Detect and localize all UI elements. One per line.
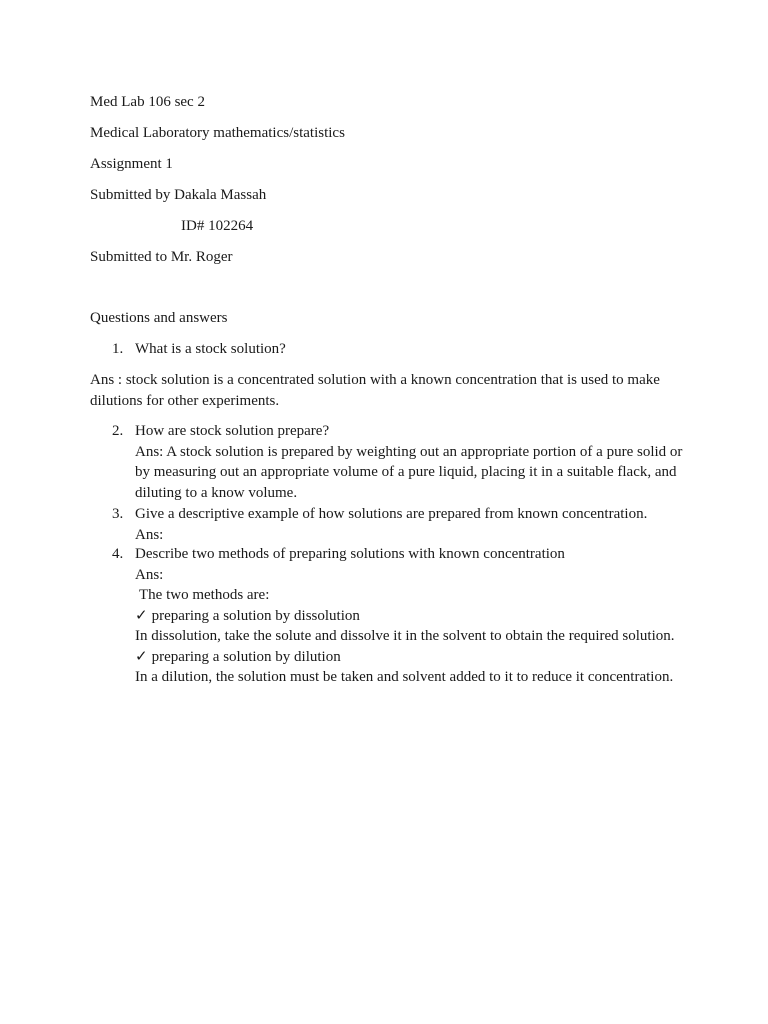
method-2-description: In a dilution, the solution must be taken and solvent added to it to reduce it concentration. (135, 669, 674, 685)
question-text: How are stock solution prepare? (135, 423, 330, 439)
method-1-label: preparing a solution by dissolution (151, 607, 360, 624)
question-text: Describe two methods of preparing solutions with known concentration (135, 546, 565, 562)
methods-intro: The two methods are: (139, 587, 270, 603)
student-id-line: ID# 102264 (181, 218, 254, 234)
course-line: Med Lab 106 sec 2 (90, 94, 205, 110)
question-number: 2. (112, 423, 124, 439)
question-number: 3. (112, 506, 124, 522)
question-number: 4. (112, 546, 124, 562)
answer-text: Ans: (135, 566, 164, 583)
answer-text: Ans: A stock solution is prepared by weighting out an appropriate portion of a pure solid or by measuring out an appropriate volume of a pure liquid, placing it in a suitable flack, and diluting to a know volume. (135, 443, 683, 501)
submitted-to-line: Submitted to Mr. Roger (90, 249, 233, 265)
checkmark-icon: ✓ (135, 607, 148, 624)
question-text: Give a descriptive example of how solutions are prepared from known concentration. (135, 506, 648, 522)
submitted-by-line: Submitted by Dakala Massah (90, 187, 267, 203)
checkmark-icon: ✓ (135, 648, 148, 665)
answer-text: Ans: (135, 526, 164, 543)
subject-line: Medical Laboratory mathematics/statistics (90, 125, 345, 141)
method-1 (135, 606, 695, 627)
section-title: Questions and answers (90, 310, 228, 326)
question-number: 1. (112, 341, 124, 357)
method-1-description: In dissolution, take the solute and dissolve it in the solvent to obtain the required solution. (135, 628, 675, 644)
assignment-line: Assignment 1 (90, 156, 173, 172)
question-text: What is a stock solution? (135, 341, 286, 357)
method-2-label: preparing a solution by dilution (151, 648, 341, 665)
method-2 (135, 647, 695, 668)
answer-1: Ans : stock solution is a concentrated solution with a known concentration that is used to make dilutions for other experiments. (90, 372, 660, 409)
